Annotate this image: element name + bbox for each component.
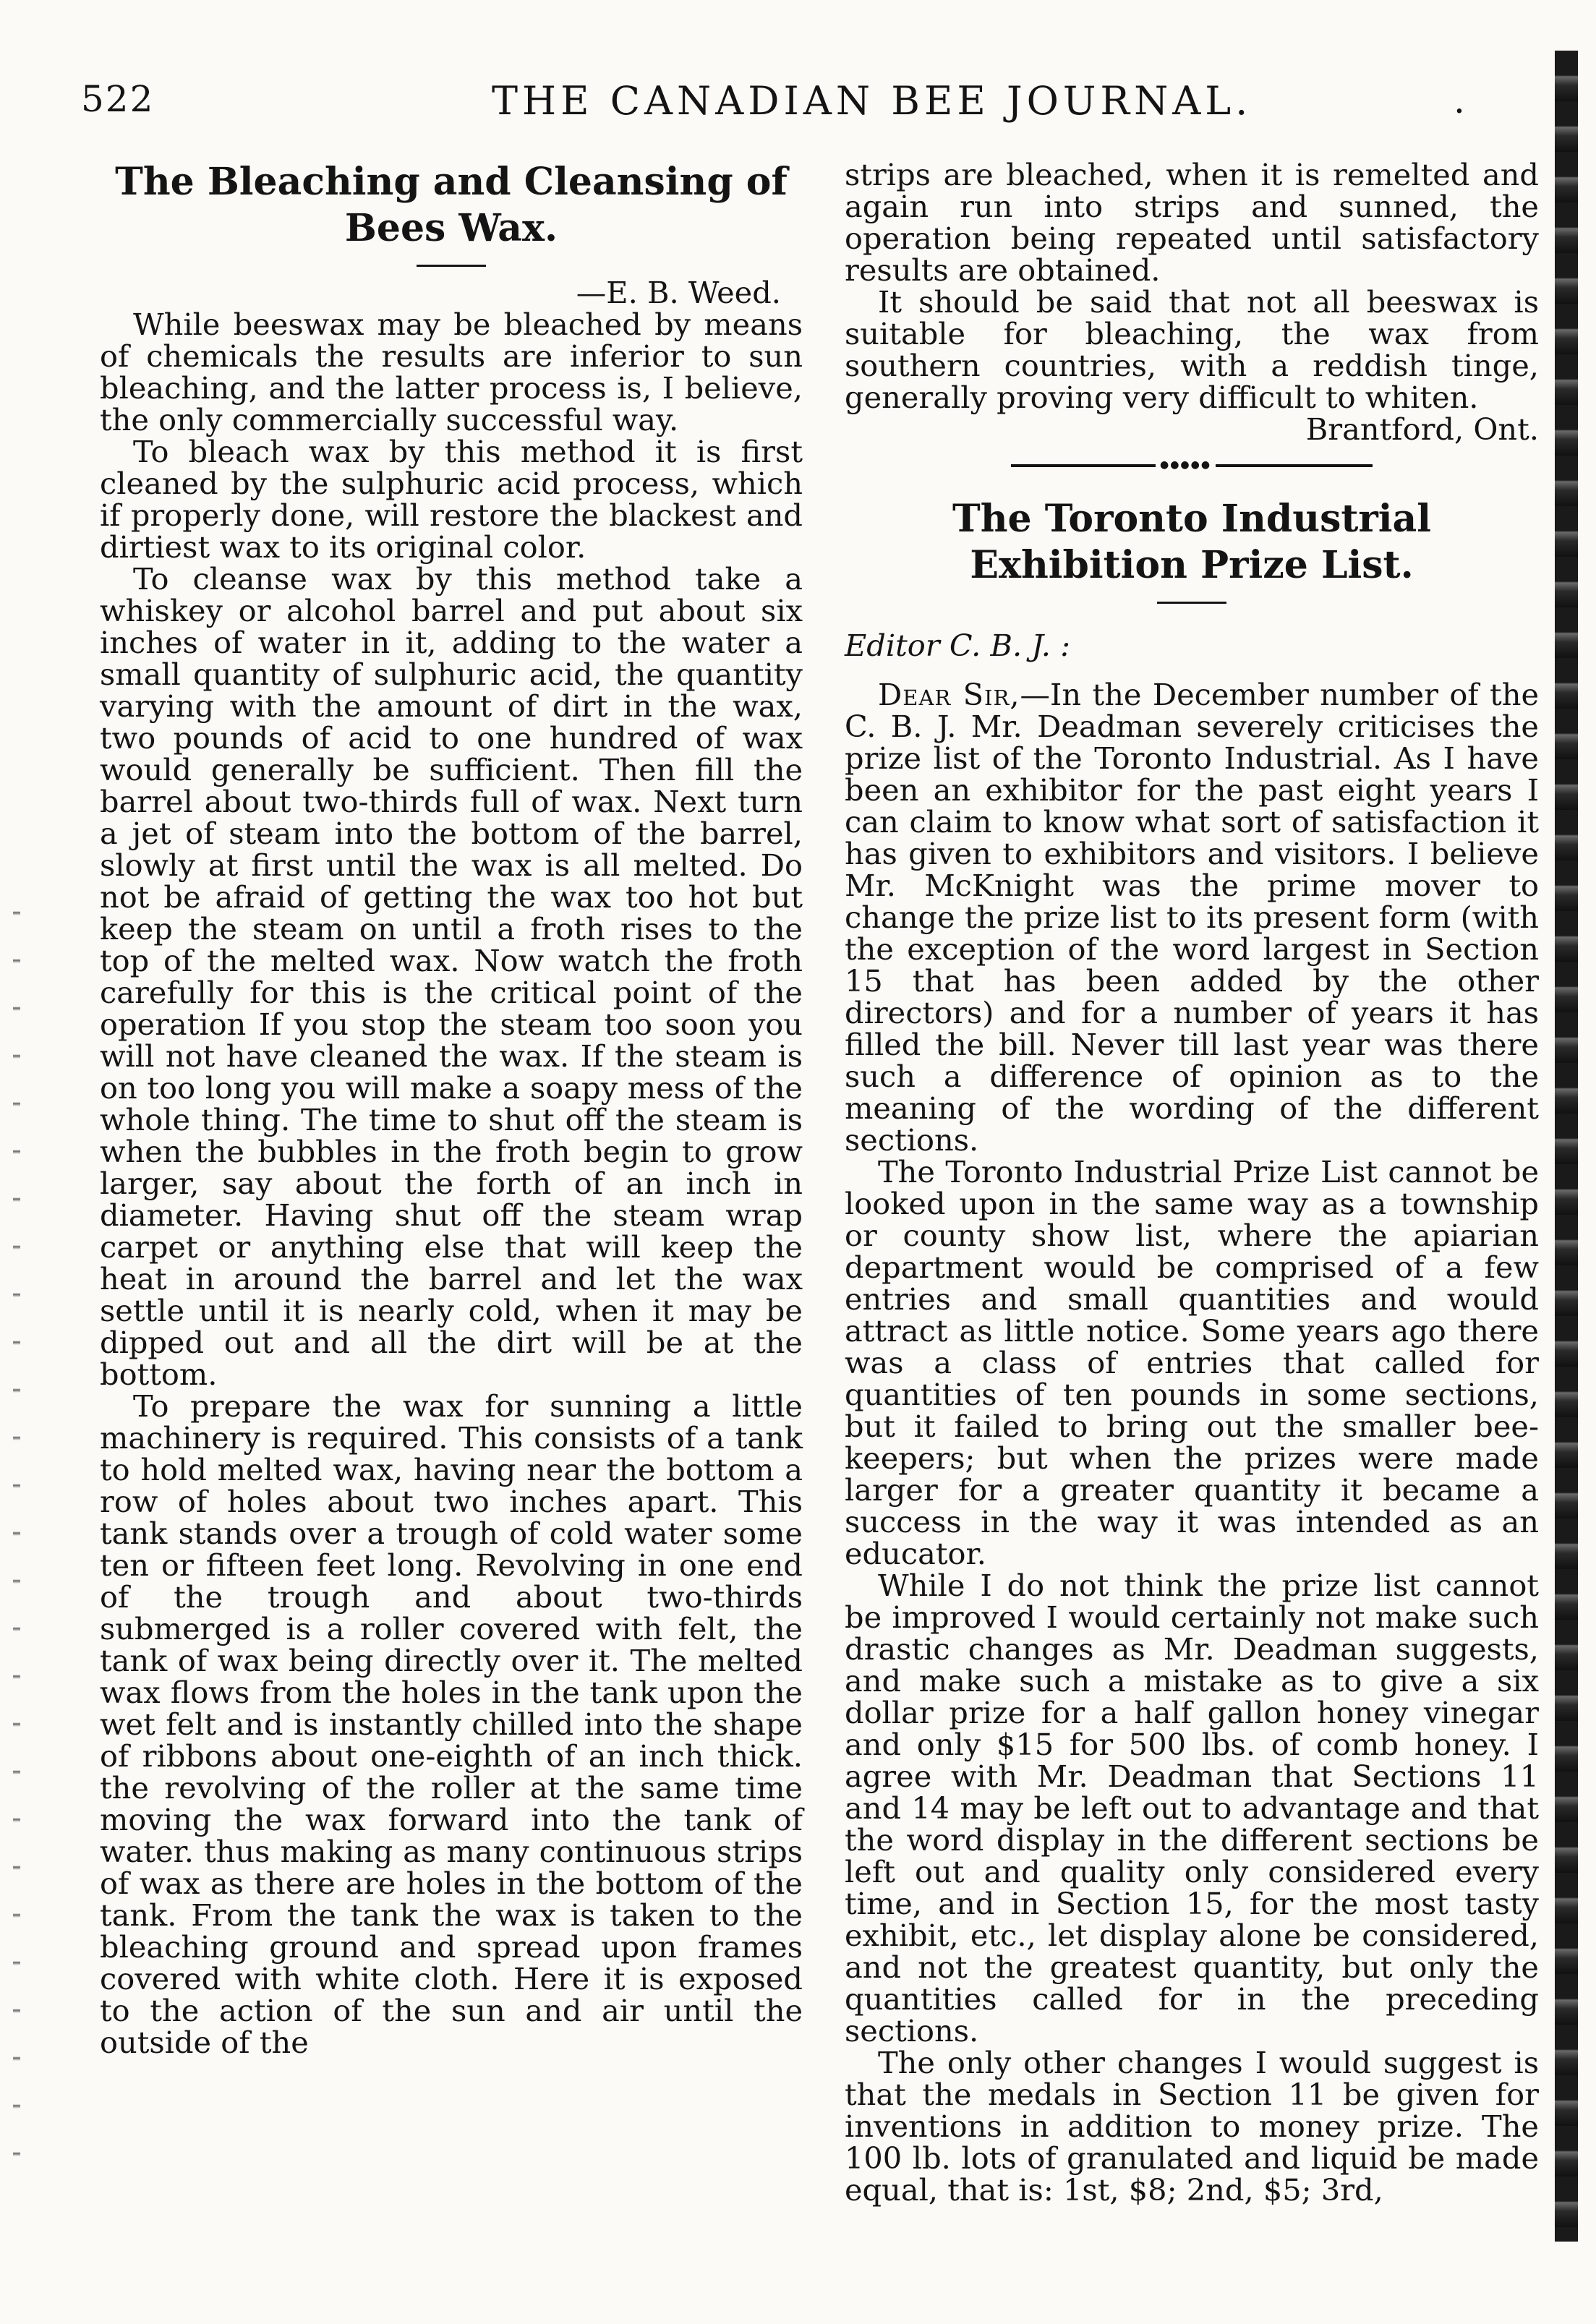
continued-paragraph: strips are bleached, when it is remelted and again run into strips and sunned, the operation being repeated until satisfactory results are obtained. [845, 157, 1539, 288]
paragraph: While beeswax may be bleached by means of chemicals the results are inferior to sun bleaching, and the latter process is, I believe, the only commercially successful way. [100, 307, 803, 437]
paragraph: To prepare the wax for sunning a little machinery is required. This consists of a tank to hold melted wax, having near the bottom a row of holes about two inches apart. This tank stands over a trough of cold water some ten or fifteen feet long. Revolving in one end of the trough and about two-thirds submerged is a roller covered with felt, the tank of wax being directly over it. The melted wax flows from the holes in the tank upon the wet felt and is instantly chilled into the shape of ribbons about one-eighth of an inch thick. the revolving of the roller at the same time moving the wax forward into the tank of water. thus making as many continuous strips of wax as there are holes in the bottom of the tank. From the tank the wax is taken to the bleaching ground and spread upon frames covered with white cloth. Here it is exposed to the action of the sun and air until the outside of the [100, 1388, 803, 2060]
title-rule [417, 265, 486, 267]
byline: —E. B. Weed. [576, 275, 781, 310]
letter-opening [845, 679, 1539, 1156]
left-margin-specks [13, 868, 20, 2169]
running-title: THE CANADIAN BEE JOURNAL. [492, 78, 1253, 124]
section-divider [1011, 459, 1373, 471]
salutation: Editor C. B. J. : [845, 628, 1071, 663]
paragraph: The only other changes I would suggest is that the medals in Section 11 be given for inventions in addition to money prize. The 100 lb. lots of granulated and liquid be made equal, that is: 1st, $8; 2nd, $5; 3rd, [845, 2045, 1539, 2208]
article-title-bleaching: The Bleaching and Cleansing of Bees Wax. [115, 160, 788, 250]
paragraph: To cleanse wax by this method take a whiskey or alcohol barrel and put about six inches of water in it, adding to the water a small quantity of sulphuric acid, the quantity varying with the amount of dirt in the wax, two pounds of acid to one hundred of wax would generally be sufficient. Then fill the barrel about two-thirds full of wax. Next turn a jet of steam into the bottom of the barrel, slowly at first until the wax is all melted. Do not be afraid of getting the wax too hot but keep the steam on until a froth rises to the top of the melted wax. Now watch the froth carefully for this is the critical point of the operation If you stop the steam too soon you will not have cleaned the wax. If the steam is on too long you will make a soapy mess of the whole thing. The time to shut off the steam is when the bubbles in the froth begin to grow larger, say about the forth of an inch in diameter. Having shut off the steam wrap carpet or anything else that will keep the heat in around the barrel and let the wax settle until it is nearly cold, when it may be dipped out and all the dirt will be at the bottom. [100, 561, 803, 1392]
paragraph: It should be said that not all beeswax is suitable for bleaching, the wax from southern countries, with a reddish tinge, generally proving very difficult to whiten. [845, 284, 1539, 415]
paragraph-text: —In the December number of the C. B. J. Mr. Deadman severely criticises the prize list of the Toronto Industrial. As I have been an exhibitor for the past eight years I can claim to know what sort of satisfaction it has given to exhibitors and visitors. I believe Mr. McKnight was the prime mover to change the prize list to its present form (with the exception of the word largest in Section 15 that has been added by the other directors) and for a number of years it has filled the bill. Never till last year was there such a difference of opinion as to the meaning of the wording of the different sections. [845, 677, 1540, 1158]
dear-sir: Dear Sir, [878, 677, 1020, 712]
paragraph: The Toronto Industrial Prize List cannot be looked upon in the same way as a township or county show list, where the apiarian department would be comprised of a few entries and small quantities and would attract as little notice. Some years ago there was a class of entries that called for quantities of ten pounds in some sections, but it failed to bring out the smaller bee-keepers; but when the prizes were made larger for a greater quantity it became a success in the way it was intended as an educator. [845, 1154, 1539, 1571]
title-rule [1157, 602, 1226, 604]
binding-edge-shadow [1555, 51, 1578, 2242]
paragraph: To bleach wax by this method it is first cleaned by the sulphuric acid process, which if properly done, will restore the blackest and dirtiest wax to its original color. [100, 434, 803, 565]
divider-ornament: ●●●●● [1156, 460, 1216, 470]
left-column [100, 159, 803, 2059]
right-column [845, 159, 1539, 2206]
page-number: 522 [81, 78, 155, 120]
signoff-location: Brantford, Ont. [1305, 411, 1539, 447]
page-header [72, 72, 1490, 137]
article-title-toronto: The Toronto Industrial Exhibition Prize List. [952, 497, 1431, 587]
header-mark: . [1454, 80, 1465, 121]
paragraph: While I do not think the prize list cannot be improved I would certainly not make such drastic changes as Mr. Deadman suggests, and make such a mistake as to give a six dollar prize for a half gallon honey vinegar and only $15 for 500 lbs. of comb honey. I agree with Mr. Deadman that Sections 11 and 14 may be left out to advantage and that the word display in the different sections be left out and quality only considered every time, and in Section 15, for the most tasty exhibit, etc., let display alone be considered, and not the greatest quantity, but only the quantities called for in the preceding sections. [845, 1568, 1539, 2049]
